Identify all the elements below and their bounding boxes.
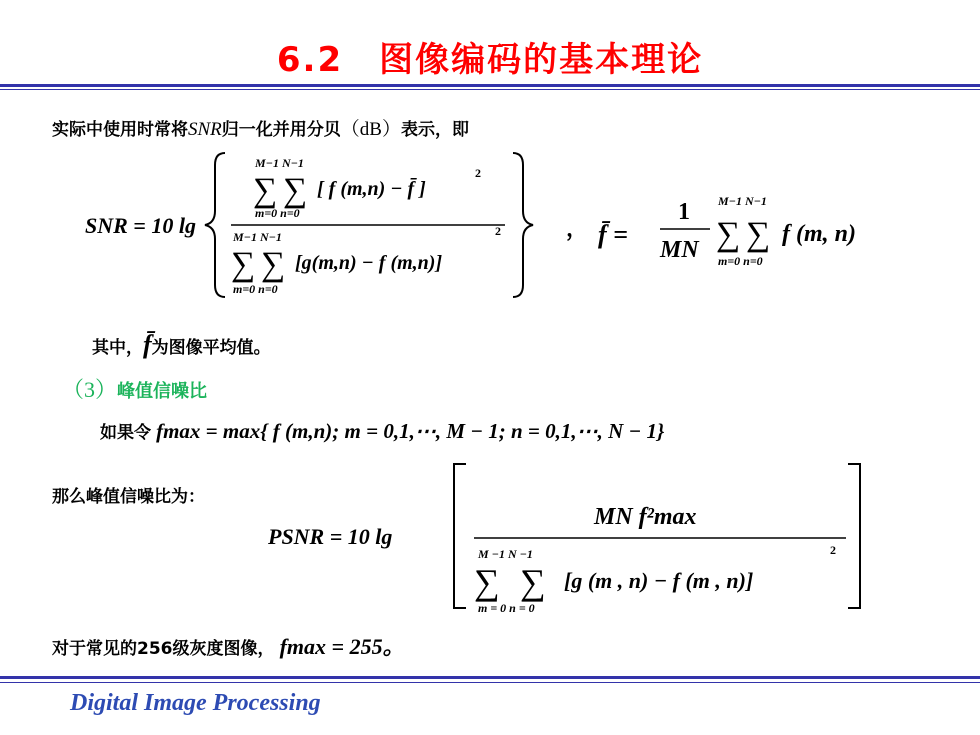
bottom-divider-thin [0, 682, 980, 683]
num-sigma-1: ∑ [253, 172, 278, 209]
num-sigma-2: ∑ [283, 172, 308, 209]
den-sigma-1: ∑ [231, 246, 256, 283]
mean-formula [598, 185, 898, 275]
snr-term: SNR [188, 119, 222, 140]
psnr-formula [268, 458, 868, 618]
psnr-sigma-2: ∑ [520, 562, 546, 602]
psnr-denominator-body: [g (m , n) − f (m , n)] [564, 568, 754, 593]
intro-text-after: 归一化并用分贝 [221, 120, 341, 140]
where-prefix: 其中， [92, 338, 143, 358]
where-suffix: 为图像平均值。 [151, 338, 271, 358]
conclusion-line [52, 630, 405, 661]
num-body: [ f (m,n) − f̄ ] [317, 178, 426, 200]
snr-formula [85, 145, 545, 305]
psnr-upper-limits: M −1 N −1 [478, 547, 533, 561]
top-divider-thin [0, 89, 980, 90]
left-brace [205, 153, 225, 297]
den-sigma-2: ∑ [261, 246, 286, 283]
mean-body: f (m, n) [782, 221, 856, 247]
mean-sigma-2: ∑ [746, 216, 771, 253]
psnr-intro: 那么峰值信噪比为： [52, 487, 205, 507]
psnr-sigma-1: ∑ [474, 562, 500, 602]
conclusion-formula: fmax = 255。 [279, 634, 405, 659]
section-number: （3） [62, 377, 118, 402]
section-heading [62, 373, 207, 404]
mean-lower-limits: m=0 n=0 [718, 254, 763, 268]
snr-lhs: SNR = 10 lg [85, 213, 196, 238]
fmax-line [100, 418, 664, 444]
psnr-power: 2 [830, 543, 836, 557]
mean-frac-num: 1 [678, 199, 690, 225]
mean-symbol: f̄ [143, 330, 152, 359]
intro-line [52, 114, 469, 141]
num-lower-limits: m=0 n=0 [255, 206, 300, 220]
psnr-numerator: MN f²max [594, 504, 697, 530]
intro-text-before: 实际中使用时常将 [52, 120, 188, 140]
mean-sigma-1: ∑ [716, 216, 741, 253]
fmax-formula: fmax = max{ f (m,n); m = 0,1,⋯, M − 1; n = 0,1,⋯, N − 1} [156, 419, 665, 443]
formula-comma: ， [566, 216, 589, 241]
num-upper-limits: M−1 N−1 [255, 156, 304, 170]
psnr-lower-limits: m = 0 n = 0 [478, 601, 535, 615]
unit-db: （dB） [340, 119, 401, 140]
den-body: [g(m,n) − f (m,n)] [295, 252, 443, 274]
right-brace [513, 153, 533, 297]
section-title: 峰值信噪比 [117, 381, 208, 402]
where-line [92, 330, 271, 360]
num-power: 2 [475, 166, 481, 180]
psnr-left-bracket [454, 464, 466, 608]
den-lower-limits: m=0 n=0 [233, 282, 278, 296]
conclusion-text: 对于常见的256级灰度图像， [52, 639, 275, 659]
intro-text-end: 表示，即 [400, 120, 469, 140]
top-divider [0, 84, 980, 87]
mean-frac-den: MN [660, 237, 699, 263]
mean-lhs: f̄ = [598, 220, 628, 249]
bottom-divider [0, 676, 980, 679]
den-upper-limits: M−1 N−1 [233, 230, 282, 244]
den-power: 2 [495, 224, 501, 238]
page-title: 6.2 图像编码的基本理论 [276, 40, 704, 80]
psnr-right-bracket [848, 464, 860, 608]
mean-upper-limits: M−1 N−1 [718, 194, 767, 208]
fmax-prefix: 如果令 [100, 423, 151, 443]
footer-text: Digital Image Processing [70, 690, 321, 716]
psnr-lhs: PSNR = 10 lg [268, 524, 393, 549]
